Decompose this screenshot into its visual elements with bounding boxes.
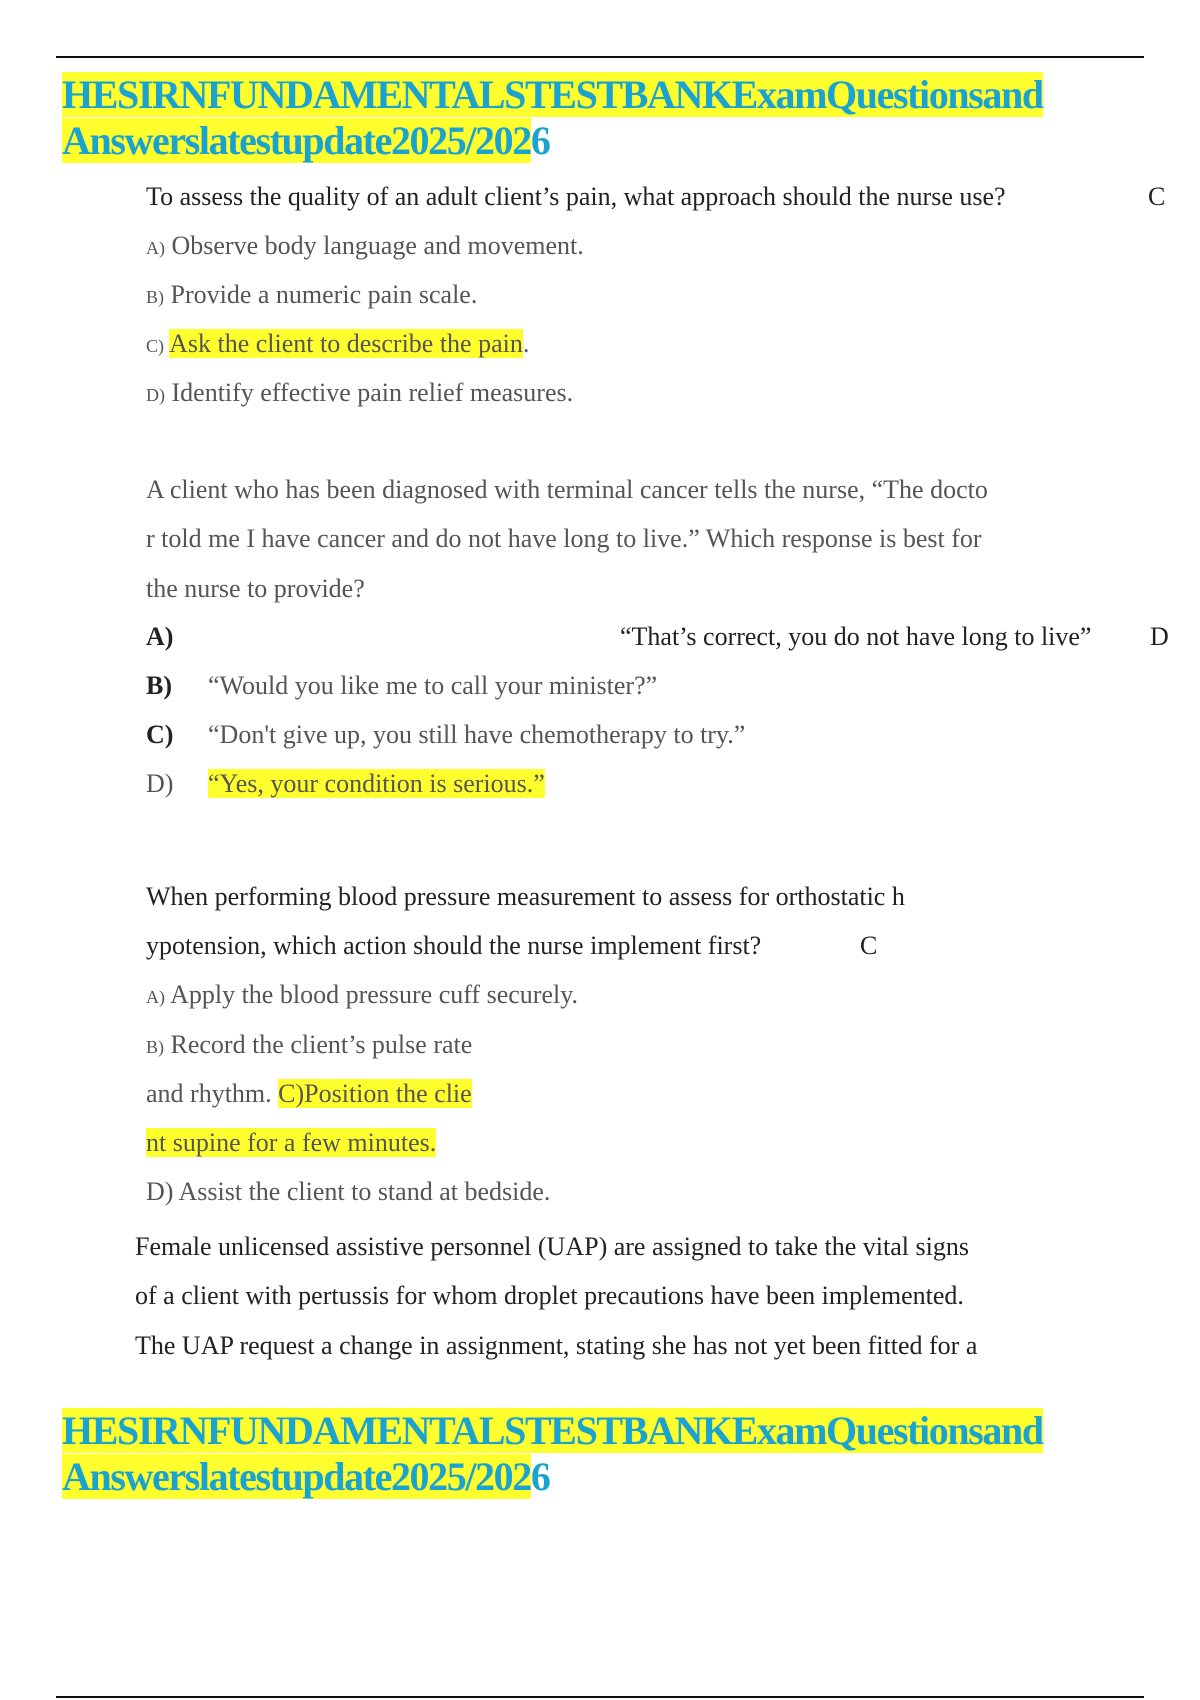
q3-stem-line-2: ypotension, which action should the nurse implement first? bbox=[146, 931, 762, 960]
document-banner-top bbox=[62, 72, 1043, 164]
q2-stem-line-3: the nurse to provide? bbox=[146, 574, 365, 603]
q2-option-c bbox=[146, 720, 745, 750]
option-letter: D) bbox=[146, 385, 165, 405]
option-text: “Don't give up, you still have chemotherapy to try.” bbox=[208, 720, 746, 749]
q3-option-d: D) Assist the client to stand at bedside. bbox=[146, 1177, 551, 1206]
q3-option-c-part2: nt supine for a few minutes. bbox=[146, 1128, 437, 1157]
q3-option-c-letter: C) bbox=[278, 1079, 305, 1108]
option-letter: B) bbox=[146, 671, 172, 700]
q1-option-b bbox=[146, 280, 477, 312]
q2-answer: D bbox=[1150, 622, 1169, 651]
banner-line-2: Answerslatestupdate2025/202 bbox=[62, 118, 531, 163]
option-text-tail: . bbox=[522, 329, 530, 358]
q1-option-c bbox=[146, 329, 529, 361]
q1-answer: C bbox=[1148, 182, 1166, 211]
option-text: Record the client’s pulse rate bbox=[170, 1030, 473, 1059]
q4-stem-line-3: The UAP request a change in assignment, stating she has not yet been fitted for a bbox=[135, 1331, 978, 1360]
q1-stem: To assess the quality of an adult client’s pain, what approach should the nurse use? bbox=[146, 182, 1006, 211]
q3-option-c-part2-line bbox=[146, 1128, 436, 1158]
q2-stem-line-1: A client who has been diagnosed with terminal cancer tells the nurse, “The docto bbox=[146, 475, 988, 504]
option-letter: B) bbox=[146, 1037, 164, 1057]
option-text: Provide a numeric pain scale. bbox=[170, 280, 478, 309]
banner-line-2-tail: 6 bbox=[530, 118, 550, 163]
q2-option-a-letter: A) bbox=[146, 622, 174, 651]
q2-option-b bbox=[146, 671, 657, 701]
q1-option-d bbox=[146, 378, 573, 410]
q3-option-b bbox=[146, 1030, 472, 1062]
banner-line-1: HESIRNFUNDAMENTALSTESTBANKExamQuestionsand bbox=[62, 72, 1043, 117]
q3-stem-line-1: When performing blood pressure measurement to assess for orthostatic h bbox=[146, 882, 905, 911]
q4-stem-line-1: Female unlicensed assistive personnel (UAP) are assigned to take the vital signs bbox=[135, 1232, 969, 1261]
q2-stem-line-2: r told me I have cancer and do not have long to live.” Which response is best for bbox=[146, 524, 982, 553]
option-letter: D) bbox=[146, 769, 174, 798]
banner-line-2-tail: 6 bbox=[530, 1454, 550, 1499]
option-letter: B) bbox=[146, 287, 164, 307]
option-text: Apply the blood pressure cuff securely. bbox=[170, 980, 579, 1009]
option-text: Identify effective pain relief measures. bbox=[171, 378, 574, 407]
banner-line-2: Answerslatestupdate2025/202 bbox=[62, 1454, 531, 1499]
option-text-highlighted: Ask the client to describe the pain bbox=[169, 329, 523, 358]
option-letter: C) bbox=[146, 720, 174, 749]
option-text: Observe body language and movement. bbox=[171, 231, 584, 260]
bottom-rule bbox=[56, 1696, 1144, 1698]
document-banner-bottom bbox=[62, 1408, 1043, 1500]
option-letter: C) bbox=[146, 336, 164, 356]
q2-option-a-text: “That’s correct, you do not have long to live” bbox=[620, 622, 1092, 651]
option-text-highlighted: “Yes, your condition is serious.” bbox=[208, 769, 545, 798]
q4-stem-line-2: of a client with pertussis for whom droplet precautions have been implemented. bbox=[135, 1281, 964, 1310]
q3-option-c-part1: Position the clie bbox=[304, 1079, 472, 1108]
q3-option-a bbox=[146, 980, 578, 1012]
q2-option-d bbox=[146, 769, 545, 799]
option-letter: A) bbox=[146, 238, 165, 258]
q1-option-a bbox=[146, 231, 584, 263]
option-letter: A) bbox=[146, 987, 165, 1007]
banner-line-1: HESIRNFUNDAMENTALSTESTBANKExamQuestionsand bbox=[62, 1408, 1043, 1453]
top-rule bbox=[56, 56, 1144, 58]
option-text: “Would you like me to call your minister?” bbox=[208, 671, 658, 700]
q3-answer: C bbox=[860, 931, 878, 960]
q3-option-b-cont: and rhythm. C)Position the clie bbox=[146, 1079, 472, 1108]
